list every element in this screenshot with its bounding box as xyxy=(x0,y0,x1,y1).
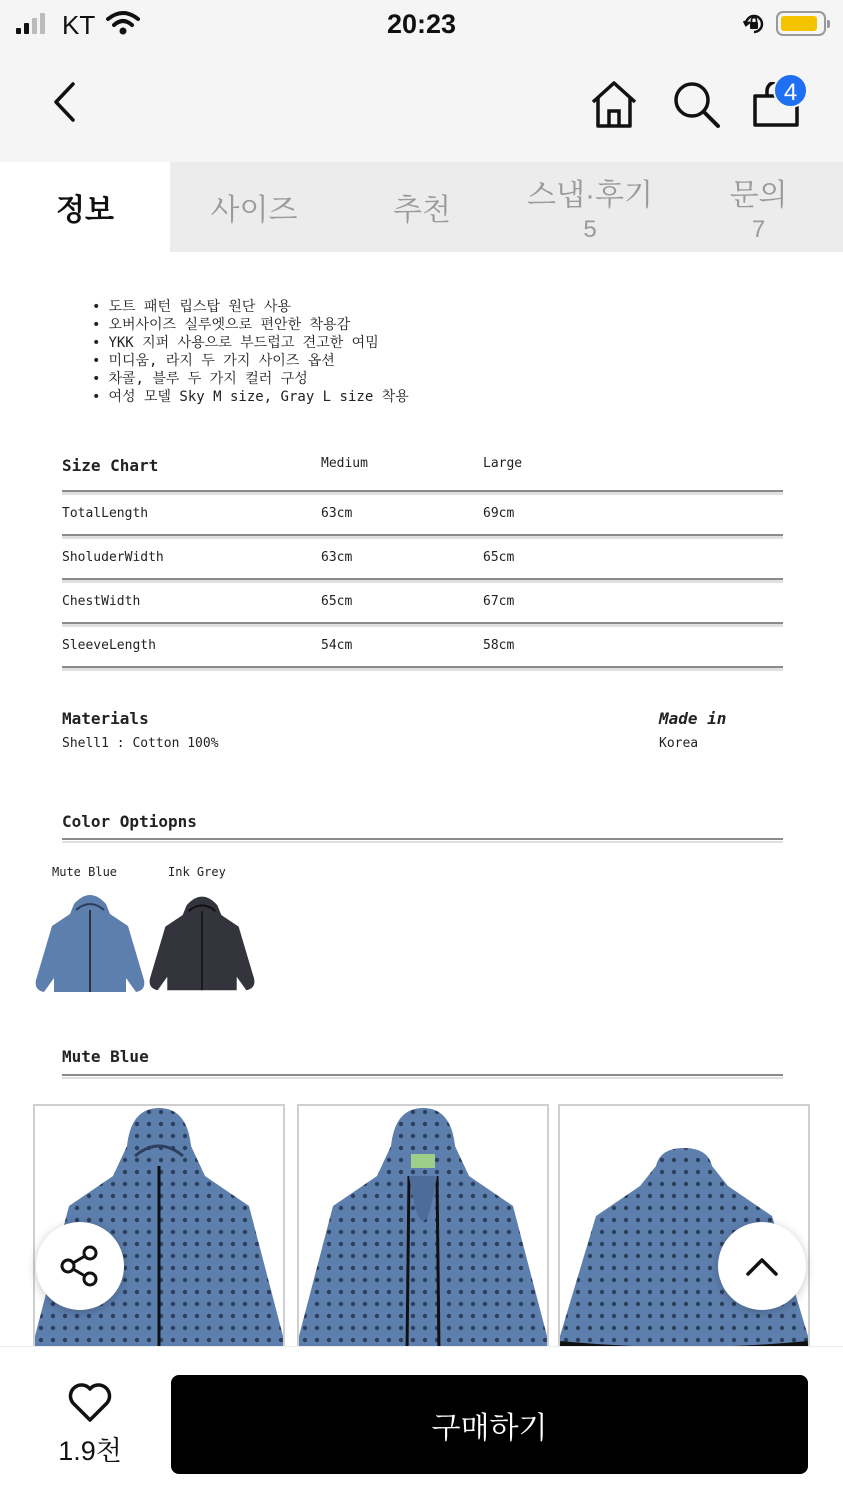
made-in-label: Made in xyxy=(659,709,727,728)
share-button[interactable] xyxy=(36,1222,124,1310)
description-list xyxy=(92,298,409,406)
materials-value: Shell1 : Cotton 100% xyxy=(62,736,219,751)
tab-inquiry[interactable]: 문의 7 xyxy=(729,179,788,243)
purchase-bar xyxy=(0,1346,843,1500)
tab-info[interactable]: 정보 xyxy=(0,162,170,252)
description-item: • 도트 패턴 립스탑 원단 사용 xyxy=(92,298,409,316)
status-bar xyxy=(0,0,843,48)
section-divider xyxy=(62,1074,783,1076)
table-row: SleeveLength 54cm 58cm xyxy=(62,624,783,668)
swatch-label-ink-grey: Ink Grey xyxy=(168,865,226,879)
color-options-title: Color Optiopns xyxy=(62,812,197,831)
swatch-label-mute-blue: Mute Blue xyxy=(52,865,118,879)
table-row: TotalLength 63cm 69cm xyxy=(62,492,783,536)
tab-reviews[interactable]: 스냅·후기 5 xyxy=(527,179,653,243)
column-header-medium: Medium xyxy=(321,456,368,471)
description-item: • 차콜, 블루 두 가지 컬러 구성 xyxy=(92,370,409,388)
made-in-value: Korea xyxy=(659,736,699,751)
back-icon[interactable] xyxy=(48,80,82,124)
like-count: 1.9천 xyxy=(58,1436,122,1466)
tab-inquiry-count: 7 xyxy=(751,216,766,243)
size-chart-header xyxy=(62,448,783,492)
product-tabs xyxy=(0,162,843,252)
carrier-name: KT xyxy=(62,10,96,40)
chevron-up-icon xyxy=(744,1254,780,1278)
scroll-to-top-button[interactable] xyxy=(718,1222,806,1310)
tab-reviews-count: 5 xyxy=(583,216,597,243)
product-photo-open[interactable] xyxy=(297,1104,549,1354)
rotation-lock-icon xyxy=(742,12,766,36)
column-header-large: Large xyxy=(483,456,523,471)
description-item: • 미디움, 라지 두 가지 사이즈 옵션 xyxy=(92,352,409,370)
battery-icon xyxy=(776,11,826,36)
search-icon[interactable] xyxy=(670,78,722,130)
description-item: • YKK 지퍼 사용으로 부드럽고 견고한 여밈 xyxy=(92,334,409,352)
table-row: SholuderWidth 63cm 65cm xyxy=(62,536,783,580)
gallery-title: Mute Blue xyxy=(62,1047,149,1066)
description-item: • 여성 모델 Sky M size, Gray L size 착용 xyxy=(92,388,409,406)
buy-button[interactable]: 구매하기 xyxy=(171,1375,808,1474)
tab-recommend[interactable]: 추천 xyxy=(393,194,451,227)
section-divider xyxy=(62,838,783,840)
share-icon xyxy=(58,1244,102,1288)
home-icon[interactable] xyxy=(588,78,640,130)
table-row: ChestWidth 65cm 67cm xyxy=(62,580,783,624)
tab-size[interactable]: 사이즈 xyxy=(210,194,298,227)
description-item: • 오버사이즈 실루엣으로 편안한 착용감 xyxy=(92,316,409,334)
cart-count-badge[interactable]: 4 xyxy=(773,73,808,108)
status-time: 20:23 xyxy=(386,9,457,39)
heart-icon[interactable] xyxy=(67,1381,113,1423)
size-chart-title: Size Chart xyxy=(62,456,159,475)
jacket-ink-grey-swatch[interactable] xyxy=(148,888,256,996)
top-navigation xyxy=(0,48,843,162)
jacket-mute-blue-swatch[interactable] xyxy=(34,888,146,996)
materials-label: Materials xyxy=(62,709,149,728)
